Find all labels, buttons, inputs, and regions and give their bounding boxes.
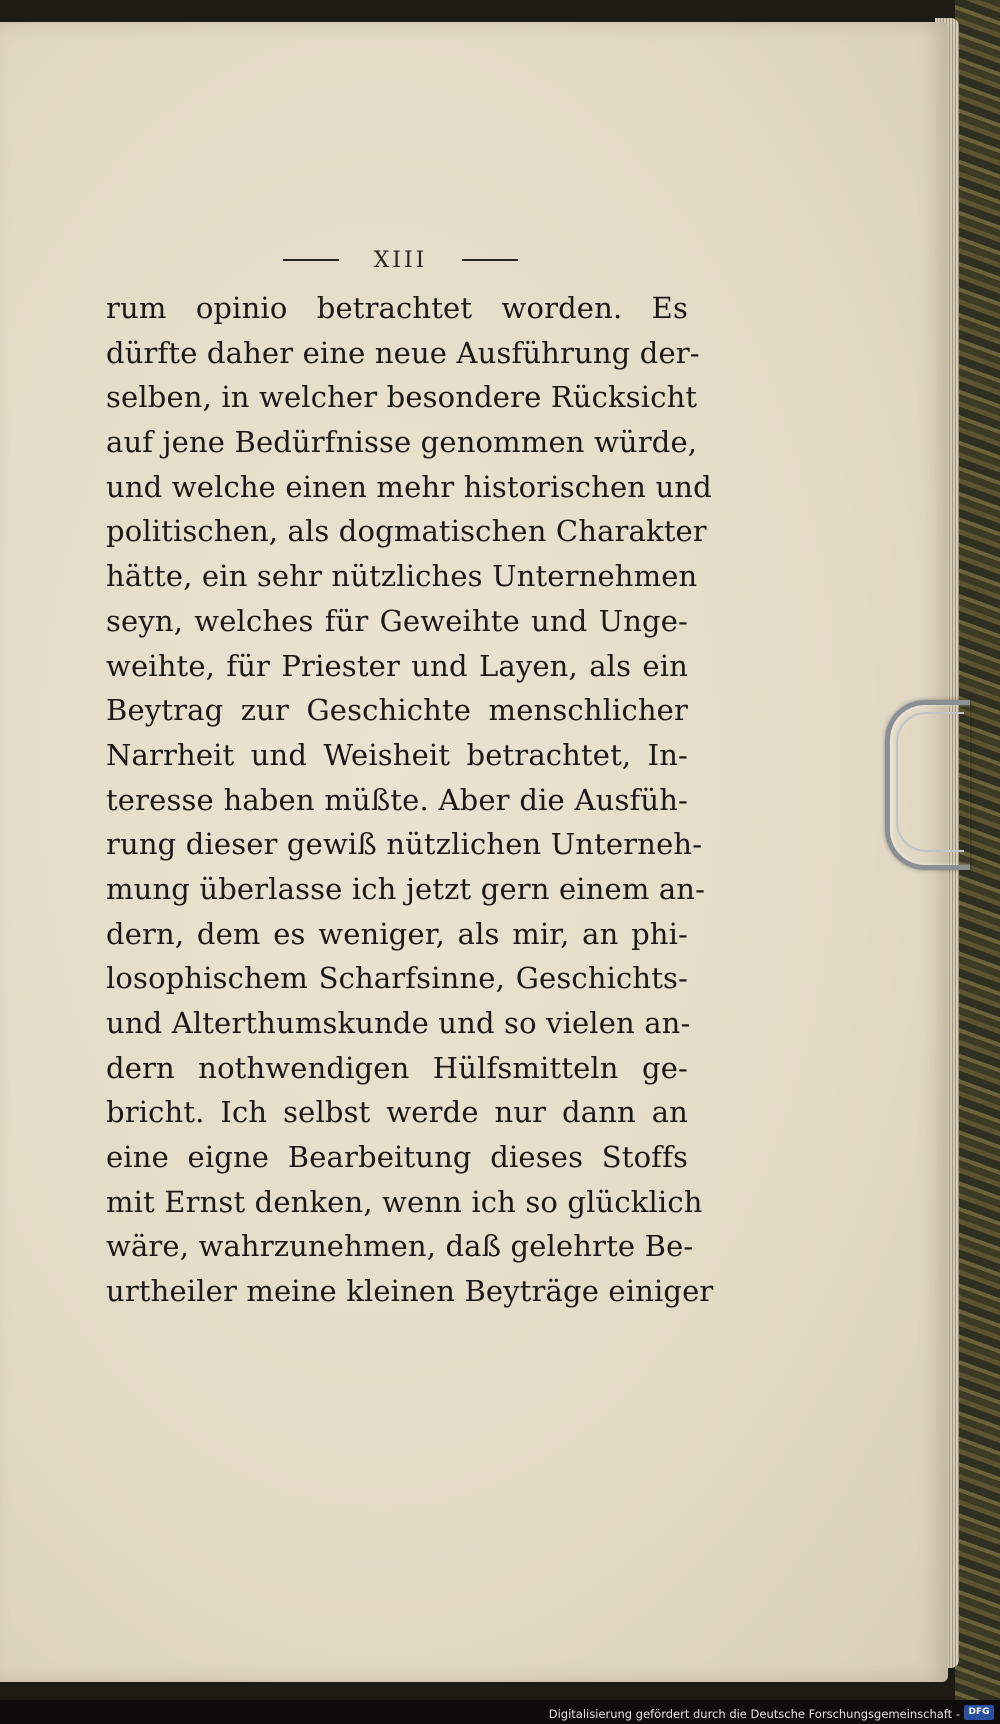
text-line: weihte, für Priester und Layen, als ein xyxy=(106,648,688,683)
header-rule-left xyxy=(283,259,339,261)
text-line: politischen, als dogmatischen Charakter xyxy=(106,514,707,549)
text-line: dern nothwendigen Hülfsmitteln ge- xyxy=(106,1050,688,1085)
credit-bar xyxy=(0,1700,1000,1724)
text-line: hätte, ein sehr nützliches Unternehmen xyxy=(106,559,698,594)
text-line: und welche einen mehr historischen und xyxy=(106,469,712,504)
text-line: dürfte daher eine neue Ausführung der- xyxy=(106,335,700,370)
text-line: Beytrag zur Geschichte menschlicher xyxy=(106,693,688,728)
page-number: XIII xyxy=(373,247,428,273)
text-line: selben, in welcher besondere Rücksicht xyxy=(106,380,698,415)
text-line: auf jene Bedürfnisse genommen würde, xyxy=(106,425,698,460)
text-line: bricht. Ich selbst werde nur dann an xyxy=(106,1095,688,1130)
text-line: mit Ernst denken, wenn ich so glücklich xyxy=(106,1184,703,1219)
text-line: eine eigne Bearbeitung dieses Stoffs xyxy=(106,1140,688,1175)
text-line: losophischem Scharfsinne, Geschichts- xyxy=(106,961,688,996)
text-line: rum opinio betrachtet worden. Es xyxy=(106,291,688,325)
page-clip-inner xyxy=(896,712,964,852)
text-line: wäre, wahrzunehmen, daß gelehrte Be- xyxy=(106,1229,694,1264)
text-line: seyn, welches für Geweihte und Unge- xyxy=(106,603,688,638)
text-line: rung dieser gewiß nützlichen Unterneh- xyxy=(106,827,703,862)
text-line: urtheiler meine kleinen Beyträge einiger xyxy=(106,1274,714,1309)
text-line: und Alterthumskunde und so vielen an- xyxy=(106,1006,691,1040)
page-header xyxy=(283,246,518,274)
dfg-logo-icon: DFG xyxy=(964,1705,994,1720)
text-line: dern, dem es weniger, als mir, an phi- xyxy=(106,916,688,951)
text-line: teresse haben müßte. Aber die Ausfüh- xyxy=(106,782,688,817)
header-rule-right xyxy=(462,259,518,261)
text-line: mung überlasse ich jetzt gern einem an- xyxy=(106,871,706,906)
digitization-credit: Digitalisierung gefördert durch die Deutsche Forschungsgemeinschaft - xyxy=(548,1707,960,1721)
body-text xyxy=(106,286,714,1314)
text-line: Narrheit und Weisheit betrachtet, In- xyxy=(106,737,688,772)
